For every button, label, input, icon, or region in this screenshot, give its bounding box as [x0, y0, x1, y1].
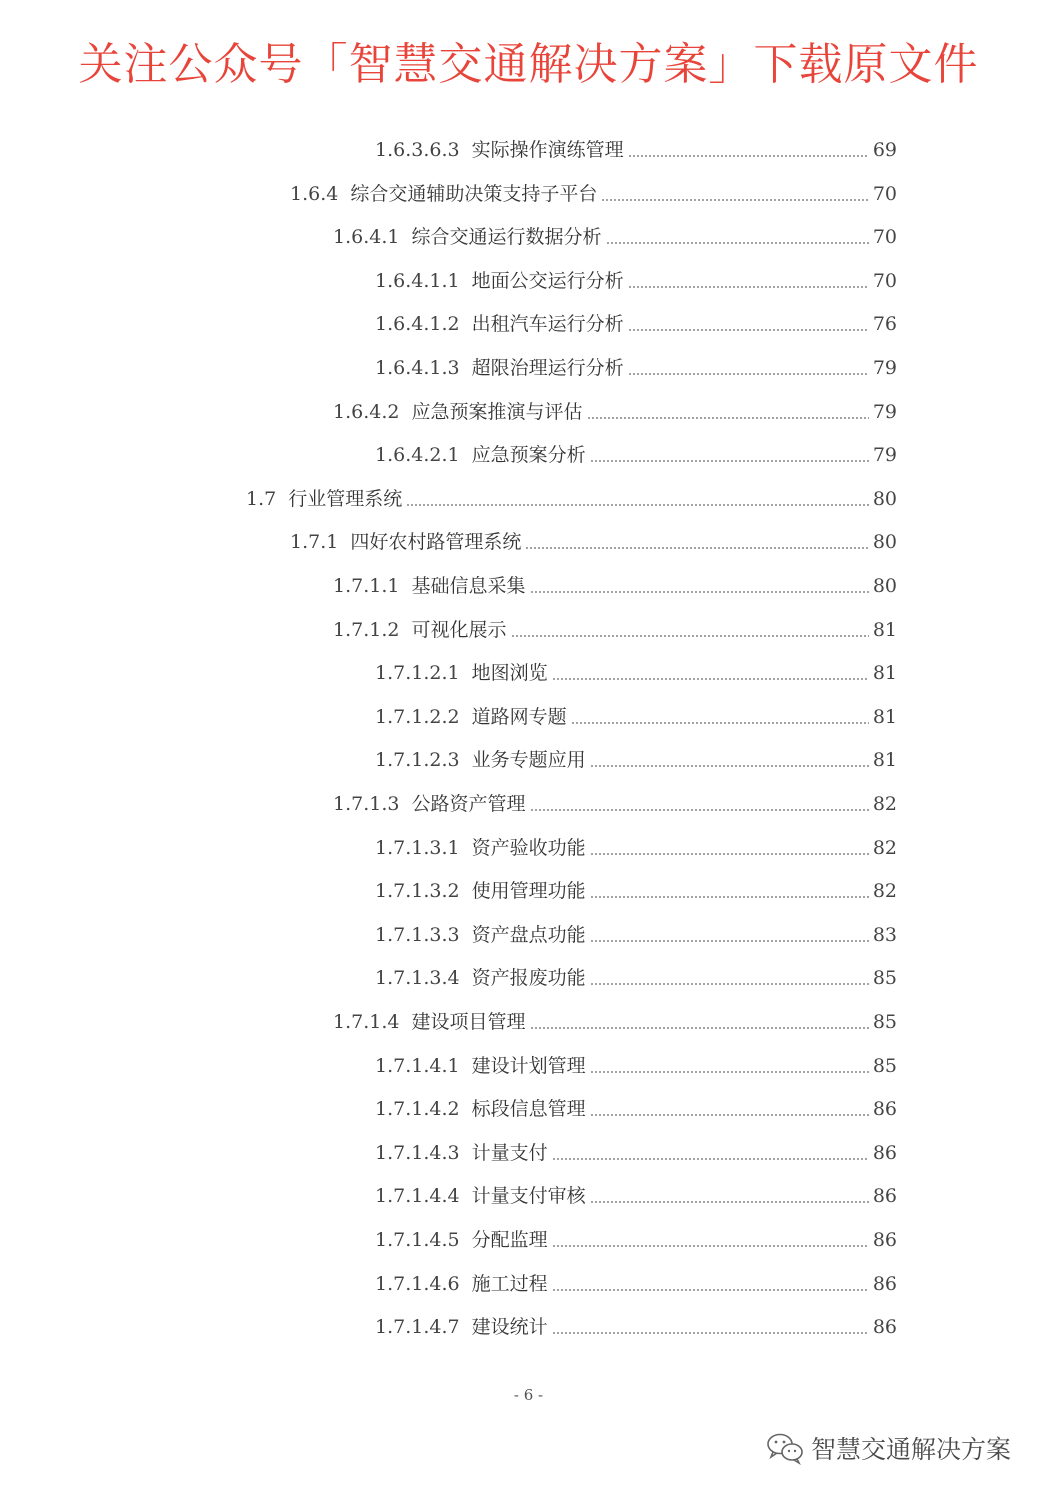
toc-leader-dots: [590, 1114, 869, 1116]
toc-leader-dots: [628, 329, 869, 331]
toc-leader-dots: [530, 809, 869, 811]
toc-entry-page: 70: [872, 226, 897, 248]
toc-entry-title: 道路网专题: [471, 706, 567, 728]
toc-entry-page: 79: [872, 357, 897, 379]
toc-entry: [375, 1314, 897, 1340]
toc-entry-page: 82: [872, 880, 897, 902]
toc-leader-dots: [525, 547, 868, 549]
toc-entry: [375, 1140, 897, 1166]
toc-entry-number: 1.6.4.2: [333, 401, 400, 423]
toc-leader-dots: [590, 1071, 869, 1073]
toc-entry-title: 综合交通运行数据分析: [411, 226, 602, 248]
toc-entry-number: 1.7.1.2.3: [375, 749, 460, 771]
toc-entry-title: 资产验收功能: [471, 837, 586, 859]
toc-entry-title: 行业管理系统: [288, 488, 403, 510]
toc-entry-title: 建设统计: [471, 1316, 548, 1338]
toc-entry-page: 81: [872, 706, 897, 728]
toc-entry-title: 应急预案推演与评估: [411, 401, 583, 423]
toc-entry: [375, 268, 897, 294]
toc-entry: [246, 486, 897, 512]
toc-leader-dots: [590, 765, 869, 767]
toc-entry: [333, 573, 897, 599]
toc-leader-dots: [590, 983, 869, 985]
toc-entry-title: 施工过程: [471, 1273, 548, 1295]
toc-entry-title: 计量支付: [471, 1142, 548, 1164]
toc-entry-number: 1.7.1.3: [333, 793, 400, 815]
toc-entry-title: 标段信息管理: [471, 1098, 586, 1120]
toc-entry-page: 81: [872, 662, 897, 684]
toc-entry-title: 超限治理运行分析: [471, 357, 624, 379]
toc-entry-title: 资产盘点功能: [471, 924, 586, 946]
toc-entry-page: 80: [872, 488, 897, 510]
toc-entry-page: 83: [872, 924, 897, 946]
toc-entry-page: 79: [872, 444, 897, 466]
toc-entry-number: 1.7.1.4.2: [375, 1098, 460, 1120]
toc-entry-number: 1.6.3.6.3: [375, 139, 460, 161]
toc-entry: [375, 311, 897, 337]
account-watermark: [765, 1428, 1011, 1468]
toc-entry: [333, 399, 897, 425]
toc-entry: [375, 704, 897, 730]
toc-leader-dots: [587, 417, 869, 419]
toc-entry: [375, 137, 897, 163]
watermark-text: 智慧交通解决方案: [811, 1435, 1012, 1464]
toc-entry: [375, 1053, 897, 1079]
toc-entry-page: 82: [872, 793, 897, 815]
toc-entry-number: 1.7.1.4.3: [375, 1142, 460, 1164]
toc-entry-number: 1.7.1.2: [333, 619, 400, 641]
toc-leader-dots: [590, 1201, 869, 1203]
toc-entry-page: 85: [872, 967, 897, 989]
toc-entry-number: 1.7.1.4.6: [375, 1273, 460, 1295]
toc-leader-dots: [530, 1027, 869, 1029]
toc-entry-number: 1.6.4.1.1: [375, 270, 460, 292]
toc-entry-number: 1.7: [246, 488, 277, 510]
toc-entry-number: 1.6.4.1.2: [375, 313, 460, 335]
toc-entry: [375, 835, 897, 861]
toc-entry-number: 1.6.4.1.3: [375, 357, 460, 379]
toc-entry-page: 86: [872, 1229, 897, 1251]
toc-entry: [375, 1096, 897, 1122]
toc-entry-title: 建设项目管理: [411, 1011, 526, 1033]
toc-leader-dots: [552, 1289, 869, 1291]
toc-leader-dots: [406, 504, 869, 506]
toc-entry-number: 1.7.1.3.3: [375, 924, 460, 946]
toc-entry-number: 1.7.1: [290, 531, 339, 553]
toc-entry-number: 1.6.4: [290, 183, 339, 205]
toc-entry-page: 86: [872, 1142, 897, 1164]
toc-entry-page: 86: [872, 1316, 897, 1338]
toc-entry-page: 82: [872, 837, 897, 859]
toc-entry: [375, 878, 897, 904]
toc-entry: [375, 965, 897, 991]
toc-entry-title: 出租汽车运行分析: [471, 313, 624, 335]
toc-leader-dots: [571, 722, 869, 724]
toc-entry: [375, 1227, 897, 1253]
toc-entry: [375, 747, 897, 773]
toc-entry: [290, 181, 897, 207]
toc-entry-number: 1.7.1.2.2: [375, 706, 460, 728]
toc-entry-page: 79: [872, 401, 897, 423]
toc-leader-dots: [628, 373, 869, 375]
toc-entry-title: 公路资产管理: [411, 793, 526, 815]
toc-entry-title: 可视化展示: [411, 619, 507, 641]
toc-leader-dots: [530, 591, 869, 593]
toc-leader-dots: [628, 286, 869, 288]
toc-entry-page: 69: [872, 139, 897, 161]
toc-entry-page: 70: [872, 270, 897, 292]
toc-entry-page: 86: [872, 1185, 897, 1207]
wechat-icon: [765, 1431, 805, 1465]
toc-entry-title: 综合交通辅助决策支持子平台: [350, 183, 598, 205]
toc-entry-page: 86: [872, 1098, 897, 1120]
toc-entry: [375, 660, 897, 686]
toc-entry-number: 1.7.1.4.5: [375, 1229, 460, 1251]
toc-entry-page: 70: [872, 183, 897, 205]
toc-entry-title: 应急预案分析: [471, 444, 586, 466]
toc-entry-title: 地面公交运行分析: [471, 270, 624, 292]
toc-entry-number: 1.7.1.1: [333, 575, 400, 597]
toc-entry-page: 85: [872, 1055, 897, 1077]
toc-entry-number: 1.7.1.3.1: [375, 837, 460, 859]
toc-entry-number: 1.6.4.1: [333, 226, 400, 248]
toc-entry-title: 业务专题应用: [471, 749, 586, 771]
toc-leader-dots: [628, 155, 869, 157]
toc-entry: [333, 791, 897, 817]
toc-leader-dots: [511, 635, 869, 637]
toc-entry-number: 1.7.1.4.4: [375, 1185, 460, 1207]
toc-entry-number: 1.7.1.3.2: [375, 880, 460, 902]
toc-leader-dots: [552, 1158, 869, 1160]
toc-entry-number: 1.6.4.2.1: [375, 444, 460, 466]
toc-leader-dots: [590, 460, 869, 462]
toc-entry: [333, 617, 897, 643]
toc-leader-dots: [590, 853, 869, 855]
page-number: - 6 -: [513, 1386, 544, 1404]
toc-leader-dots: [606, 242, 869, 244]
toc-entry-page: 80: [872, 575, 897, 597]
toc-entry-number: 1.7.1.2.1: [375, 662, 460, 684]
toc-entry: [375, 442, 897, 468]
toc-leader-dots: [552, 1332, 869, 1334]
toc-leader-dots: [601, 199, 868, 201]
toc-leader-dots: [552, 678, 869, 680]
toc-entry-number: 1.7.1.4.7: [375, 1316, 460, 1338]
toc-entry: [333, 224, 897, 250]
download-banner: 关注公众号「智慧交通解决方案」下载原文件: [78, 39, 979, 90]
toc-entry-page: 80: [872, 531, 897, 553]
toc-entry: [333, 1009, 897, 1035]
toc-entry-number: 1.7.1.4: [333, 1011, 400, 1033]
toc-entry-title: 基础信息采集: [411, 575, 526, 597]
toc-entry-title: 分配监理: [471, 1229, 548, 1251]
toc-leader-dots: [590, 940, 869, 942]
toc-entry-page: 81: [872, 749, 897, 771]
toc-entry-title: 实际操作演练管理: [471, 139, 624, 161]
toc-entry: [375, 355, 897, 381]
toc-entry-page: 86: [872, 1273, 897, 1295]
toc-entry-title: 建设计划管理: [471, 1055, 586, 1077]
toc-entry-page: 76: [872, 313, 897, 335]
toc-entry-title: 四好农村路管理系统: [350, 531, 522, 553]
toc-entry-title: 资产报废功能: [471, 967, 586, 989]
toc-entry-page: 81: [872, 619, 897, 641]
toc-entry-number: 1.7.1.4.1: [375, 1055, 460, 1077]
toc-entry: [375, 1183, 897, 1209]
toc-entry-title: 使用管理功能: [471, 880, 586, 902]
toc-entry-page: 85: [872, 1011, 897, 1033]
toc-entry-title: 地图浏览: [471, 662, 548, 684]
toc-leader-dots: [552, 1245, 869, 1247]
toc-entry-title: 计量支付审核: [471, 1185, 586, 1207]
toc-entry: [290, 529, 897, 555]
toc-entry-number: 1.7.1.3.4: [375, 967, 460, 989]
toc-entry: [375, 1271, 897, 1297]
toc-entry: [375, 922, 897, 948]
toc-leader-dots: [590, 896, 869, 898]
